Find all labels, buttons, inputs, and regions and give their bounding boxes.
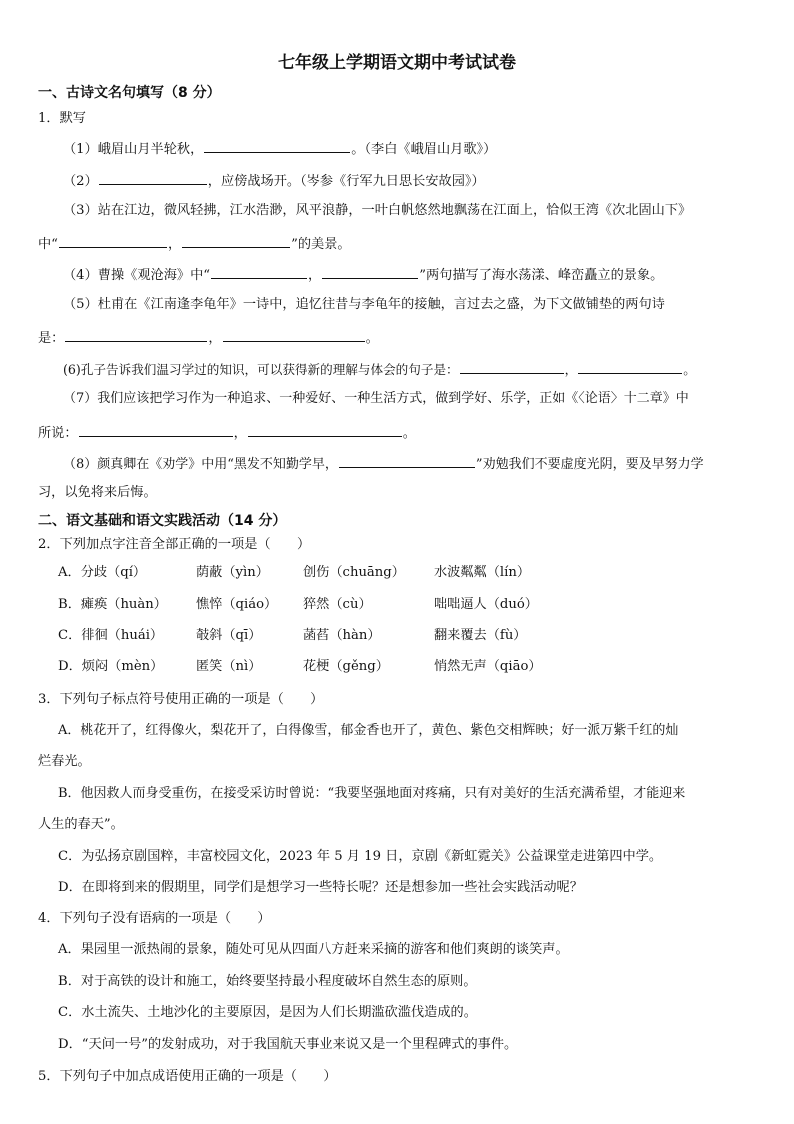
q2-option-c-2: 攲斜（qī）: [196, 628, 262, 643]
q1-item7-line1: （7）我们应该把学习作为一种追求、一种爱好、一种生活方式，做到学好、乐学，正如《〈论语〉十二章》中: [63, 391, 689, 406]
page-title: 七年级上学期语文期中考试试卷: [278, 53, 516, 73]
q2-option-b-3: 猝然（cù）: [303, 597, 372, 612]
q1-item8-line1: （8）颜真卿在《劝学》中用“黑发不知勤学早， ”劝勉我们不要虚度光阴，要及早努力学: [63, 453, 704, 474]
answer-blank[interactable]: [248, 422, 402, 437]
q2-option-c-4: 翻来覆去（fù）: [434, 628, 527, 643]
answer-blank[interactable]: [339, 453, 475, 468]
q3-option-b-line2: 人生的春天”。: [38, 817, 124, 832]
q2-option-b-1: B．瘫痪（huàn）: [58, 597, 167, 612]
answer-blank[interactable]: [182, 233, 290, 248]
q2-option-d-3: 花梗（gěng）: [303, 659, 389, 674]
q2-option-b-4: 咄咄逼人（duó）: [434, 597, 538, 612]
q1-item3-line2: 中“ ， ”的美景。: [38, 233, 351, 254]
q3-option-a-line2: 烂春光。: [38, 754, 91, 769]
q5-stem: 5．下列句子中加点成语使用正确的一项是（ ）: [38, 1069, 337, 1084]
q1-item7-line2: 所说： ， 。: [38, 422, 416, 443]
q1-item8-line2: 习，以免将来后悔。: [38, 485, 157, 500]
answer-blank[interactable]: [79, 422, 233, 437]
q1-item2: （2） ，应傍战场开。（岑参《行军九日思长安故园》）: [63, 170, 485, 191]
answer-blank[interactable]: [578, 359, 682, 374]
q4-stem: 4．下列句子没有语病的一项是（ ）: [38, 911, 271, 926]
q2-option-a-3: 创伤（chuāng）: [303, 565, 405, 580]
q1-label: 1．默写: [38, 111, 86, 126]
q4-option-a: A．果园里一派热闹的景象，随处可见从四面八方赶来采摘的游客和他们爽朗的谈笑声。: [58, 942, 569, 957]
answer-blank[interactable]: [204, 138, 350, 153]
answer-blank[interactable]: [460, 359, 564, 374]
section2-heading: 二、语文基础和语文实践活动（14 分）: [38, 513, 287, 529]
q2-option-a-2: 荫蔽（yìn）: [196, 565, 269, 580]
q2-stem: 2．下列加点字注音全部正确的一项是（ ）: [38, 537, 311, 552]
q3-option-d: D．在即将到来的假期里，同学们是想学习一些特长呢？还是想参加一些社会实践活动呢？: [58, 880, 583, 895]
q2-option-d-1: D．烦闷（mèn）: [58, 659, 164, 674]
q2-option-a-4: 水波粼粼（lín）: [434, 565, 531, 580]
q3-option-a-line1: A．桃花开了，红得像火，梨花开了，白得像雪，郁金香也开了，黄色、紫色交相辉映；好一派万紫千红的灿: [58, 723, 679, 738]
q2-option-a-1: A．分歧（qí）: [58, 565, 147, 580]
q3-option-b-line1: B．他因救人而身受重伤，在接受采访时曾说：“我要坚强地面对疼痛，只有对美好的生活充满希望，才能迎来: [58, 786, 686, 801]
q3-option-c: C．为弘扬京剧国粹，丰富校园文化，2023 年 5 月 19 日，京剧《新虹霓关》公益课堂走进第四中学。: [58, 849, 663, 864]
q1-item1: （1）峨眉山月半轮秋， 。（李白《峨眉山月歌》）: [63, 138, 496, 159]
q2-option-b-2: 憔悴（qiáo）: [196, 597, 278, 612]
q1-item4: （4）曹操《观沧海》中“ ， ”两句描写了海水荡漾、峰峦矗立的景象。: [63, 264, 663, 285]
q4-option-c: C．水土流失、土地沙化的主要原因，是因为人们长期滥砍滥伐造成的。: [58, 1005, 477, 1020]
q2-option-c-3: 菡萏（hàn）: [303, 628, 381, 643]
answer-blank[interactable]: [99, 170, 207, 185]
answer-blank[interactable]: [322, 264, 418, 279]
q2-option-d-2: 匿笑（nì）: [196, 659, 262, 674]
q2-option-c-1: C．徘徊（huái）: [58, 628, 164, 643]
q3-stem: 3．下列句子标点符号使用正确的一项是（ ）: [38, 692, 324, 707]
answer-blank[interactable]: [59, 233, 167, 248]
q4-option-d: D．“天问一号”的发射成功，对于我国航天事业来说又是一个里程碑式的事件。: [58, 1037, 518, 1052]
q1-item5-line2: 是： ， 。: [38, 327, 379, 348]
q4-option-b: B．对于高铁的设计和施工，始终要坚持最小程度破坏自然生态的原则。: [58, 974, 477, 989]
q1-item3-line1: （3）站在江边，微风轻拂，江水浩渺，风平浪静，一叶白帆悠然地飘荡在江面上，恰似王湾《次北固山下》: [63, 203, 692, 218]
answer-blank[interactable]: [223, 327, 365, 342]
section1-heading: 一、古诗文名句填写（8 分）: [38, 85, 221, 101]
q1-item6: (6)孔子告诉我们温习学过的知识，可以获得新的理解与体会的句子是： ， 。: [63, 359, 696, 379]
answer-blank[interactable]: [65, 327, 207, 342]
answer-blank[interactable]: [211, 264, 307, 279]
q1-item5-line1: （5）杜甫在《江南逢李龟年》一诗中，追忆往昔与李龟年的接触，言过去之盛，为下文做铺垫的两句诗: [63, 297, 665, 312]
q2-option-d-4: 悄然无声（qiāo）: [434, 659, 542, 674]
